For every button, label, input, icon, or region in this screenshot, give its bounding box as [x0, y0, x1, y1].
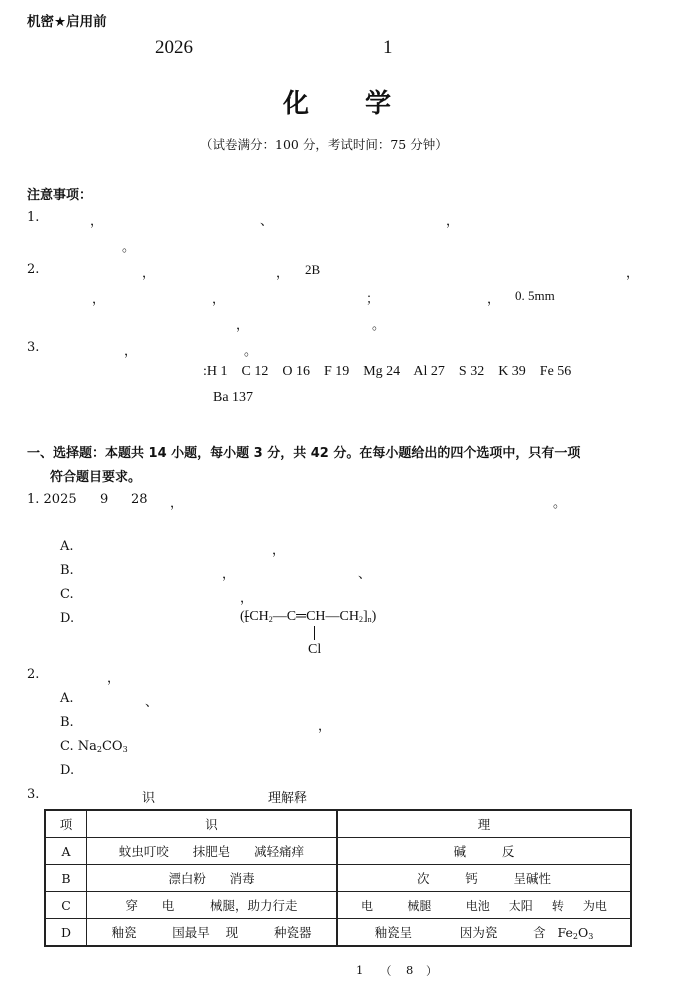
table-cell-text: O: [578, 925, 589, 940]
subject-title-a: 化: [283, 89, 310, 119]
footer-page-number: 1: [356, 963, 364, 977]
q2-option-c-text: CO: [101, 739, 123, 754]
q1-punct: 。: [553, 496, 567, 511]
note-2-punct: ，: [212, 292, 226, 307]
subscript: 2: [572, 932, 578, 941]
table-cell: C: [45, 892, 87, 919]
q2-option-a: A.: [60, 691, 74, 706]
q1-option-b-punct: 、: [358, 567, 372, 582]
formula-bracket: ]: [362, 609, 368, 624]
note-2-punct: 。: [372, 318, 386, 333]
note-2-pen: 0. 5mm: [515, 288, 555, 303]
polymer-formula: [240, 609, 376, 625]
formula-paren: (: [240, 609, 245, 624]
table-cell: 电 械腿 电池 太阳 转 为电: [337, 892, 631, 919]
note-2-punct: ，: [276, 266, 290, 281]
note-3-punct: 。: [244, 344, 258, 359]
confidential-label: 机密★启用前: [27, 14, 107, 30]
note-2-punct: ，: [92, 292, 106, 307]
note-3-punct: ，: [124, 344, 138, 359]
exam-year: 2026: [155, 37, 193, 58]
note-1-punct: ，: [446, 214, 460, 229]
note-2-punct: ，: [236, 318, 250, 333]
subscript: 2: [96, 745, 102, 754]
formula-chlorine: Cl: [308, 642, 322, 657]
note-2-punct: ，: [487, 292, 501, 307]
table-cell: 次 钙 呈碱性: [337, 865, 631, 892]
formula-double-bond: ═: [296, 609, 307, 624]
q1-day: 28: [131, 492, 148, 507]
atomic-masses-2: Ba 137: [213, 390, 254, 405]
table-cell: 穿 电 械腿，助力行走: [87, 892, 338, 919]
q1-option-b: B.: [60, 563, 74, 578]
table-cell-text: 釉瓷呈 因为瓷 含 Fe: [374, 925, 573, 940]
q1-option-a: A.: [60, 539, 74, 554]
table-cell: 漂白粉 消毒: [87, 865, 338, 892]
section-heading-cont: 符合题目要求。: [50, 470, 142, 485]
table-row: [45, 919, 631, 947]
table-cell: [337, 919, 631, 947]
note-2-pencil: 2B: [305, 262, 321, 277]
note-3-num: 3.: [27, 340, 40, 355]
q2-option-c-text: C. Na: [60, 739, 97, 754]
exam-number: 1: [383, 37, 393, 58]
table-cell: A: [45, 838, 87, 865]
subject-title-b: 学: [365, 89, 392, 119]
note-1-punct: 、: [260, 214, 274, 229]
table-cell: 碱 反: [337, 838, 631, 865]
q2-option-b: B.: [60, 715, 74, 730]
q1-punct: ，: [170, 496, 184, 511]
formula-carbon: C: [286, 609, 297, 624]
q3-stem-part: 识: [142, 791, 156, 806]
subscript: 3: [122, 745, 128, 754]
table-header-cell: 项: [45, 810, 87, 838]
q2-punct: ，: [107, 671, 121, 686]
table-row: [45, 838, 631, 865]
q2-option-c: [60, 739, 128, 754]
notes-title: 注意事项：: [27, 188, 93, 203]
footer-paren: ）: [426, 964, 438, 978]
table-cell: 蚊虫叮咬 抹肥皂 减轻痛痒: [87, 838, 338, 865]
note-2-punct: ，: [626, 266, 640, 281]
note-2-punct: ，: [142, 266, 156, 281]
footer-total-pages: 8: [406, 963, 414, 977]
q2-number: 2.: [27, 667, 40, 682]
table-cell: 釉瓷 国最早 现 种瓷器: [87, 919, 338, 947]
note-1-num: 1.: [27, 210, 40, 225]
formula-paren: ): [371, 609, 377, 624]
formula-group: CH: [339, 609, 359, 624]
formula-subscript: 2: [358, 615, 363, 624]
q1-option-a-punct: ，: [272, 543, 286, 558]
q3-stem-part: 理解释: [268, 791, 308, 806]
exam-info: （试卷满分：100 分，考试时间：75 分钟）: [200, 137, 448, 152]
note-2-num: 2.: [27, 262, 40, 277]
note-1-punct: ，: [90, 214, 104, 229]
formula-bracket: [: [244, 609, 250, 624]
subscript: 3: [588, 932, 594, 941]
formula-bond: —: [272, 609, 287, 624]
q2-option-a-punct: 、: [145, 695, 159, 710]
formula-group: CH: [306, 609, 326, 624]
formula-subscript: 2: [268, 615, 273, 624]
footer-paren: （: [380, 964, 392, 978]
q2-option-d: D.: [60, 763, 75, 778]
q1-option-b-punct: ，: [222, 567, 236, 582]
table-row: [45, 892, 631, 919]
table-header-row: [45, 810, 631, 838]
note-1-punct: 。: [122, 240, 136, 255]
formula-group: CH: [249, 609, 269, 624]
q1-number: 1. 2025: [27, 492, 77, 507]
q1-option-c-punct: ，: [240, 591, 254, 606]
formula-bond: —: [325, 609, 340, 624]
table-header-cell: 理: [337, 810, 631, 838]
q2-option-b-punct: ，: [318, 719, 332, 734]
table-row: [45, 865, 631, 892]
q3-number: 3.: [27, 787, 40, 802]
formula-vertical-bond: [314, 626, 315, 640]
formula-n: n: [367, 615, 372, 624]
note-2-punct: ；: [366, 292, 380, 307]
q1-option-d: D.: [60, 611, 75, 626]
table-cell: D: [45, 919, 87, 947]
section-heading: 一、选择题：本题共 14 小题，每小题 3 分，共 42 分。在每小题给出的四个选项中，只有一项: [27, 446, 581, 461]
table-cell: B: [45, 865, 87, 892]
q1-option-c: C.: [60, 587, 74, 602]
q3-table: [44, 809, 632, 947]
atomic-masses: :H 1 C 12 O 16 F 19 Mg 24 Al 27 S 32 K 39 Fe 56: [203, 364, 572, 379]
table-header-cell: 识: [87, 810, 338, 838]
q1-month: 9: [100, 492, 109, 507]
